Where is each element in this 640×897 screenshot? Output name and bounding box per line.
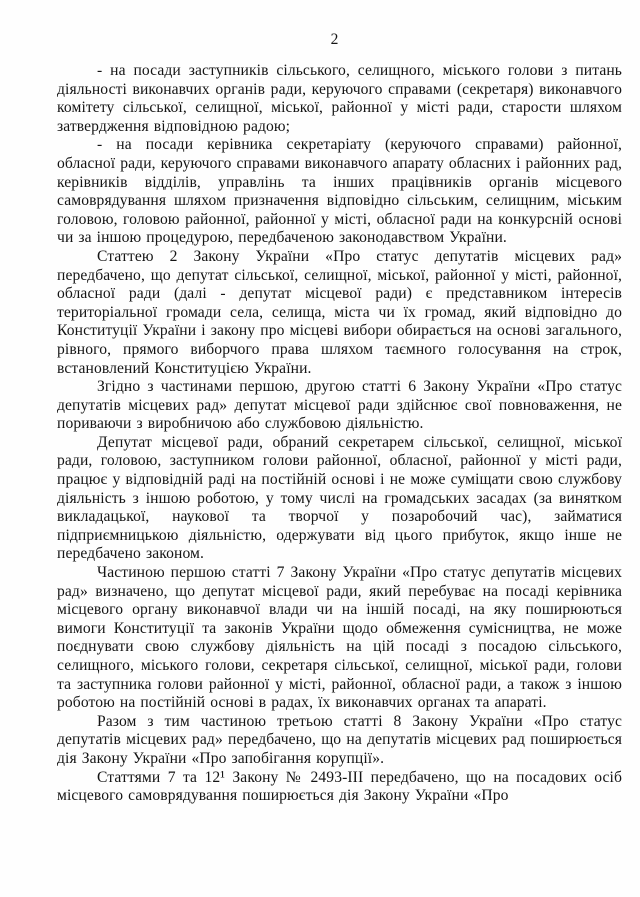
paragraph-secretariat-head-positions: - на посади керівника секретаріату (керуючого справами) районної, обласної ради, керуючого справами виконавчого апарату обласних і районних рад, керівників відділів, управлінь та інших працівників органів місцевого самоврядування шляхом призначення відповідно сільським, селищним, міським головою, головою районної, районної у місті, обласної ради на конкурсній основі чи за іншою процедурою, передбаченою законодавством України.: [57, 136, 622, 247]
paragraph-article-8-corruption-law: Разом з тим частиною третьою статті 8 Закону України «Про статус депутатів місцевих рад» передбачено, що на депутатів місцевих рад поширюється дія Закону України «Про запобігання корупції».: [57, 712, 622, 767]
document-body: [57, 62, 622, 806]
paragraph-articles-7-12-law-2493: Статтями 7 та 12¹ Закону № 2493-III передбачено, що на посадових осіб місцевого самоврядування поширюється дія Закону України «Про: [57, 768, 622, 805]
paragraph-deputy-elected-secretary: Депутат місцевої ради, обраний секретарем сільської, селищної, міської ради, головою, заступником голови районної, обласної, районної у місті ради, працює у відповідній раді на постійній основі і не може суміщати свою службову діяльність з іншою роботою, у тому числі на громадських засадах (за винятком викладацької, наукової та творчої у позаробочий час), займатися підприємницькою діяльністю, одержувати від цього прибуток, якщо інше не передбачено законом.: [57, 433, 622, 563]
paragraph-article-7-restrictions: Частиною першою статті 7 Закону України «Про статус депутатів місцевих рад» визначено, що депутат місцевої ради, який перебуває на посаді керівника місцевого органу виконавчої влади чи на іншій посаді, на яку поширюються вимоги Конституції та законів України щодо обмеження сумісництва, не може поєднувати свою службову діяльність на цій посаді з посадою сільського, селищного, міського голови, секретаря сільської, селищної, міської ради, голови та заступника голови районної у місті, районної, обласної ради, а також з іншою роботою на постійній основі в радах, їх виконавчих органах та апараті.: [57, 564, 622, 712]
page-number: 2: [330, 31, 339, 48]
paragraph-article-2-status-of-deputies: Статтею 2 Закону України «Про статус депутатів місцевих рад» передбачено, що депутат сільської, селищної, міської, районної у місті, районної, обласної ради (далі - депутат місцевої ради) є представником інтересів територіальної громади села, селища, міста чи їх громад, який відповідно до Конституції України і закону про місцеві вибори обирається на основі загального, рівного, прямого виборчого права шляхом таємного голосування на строк, встановлений Конституцією України.: [57, 247, 622, 377]
paragraph-article-6-powers: Згідно з частинами першою, другою статті 6 Закону України «Про статус депутатів місцевих рад» депутат місцевої ради здійснює свої повноваження, не пориваючи з виробничою або службовою діяльністю.: [57, 378, 622, 433]
paragraph-deputy-mayor-positions: - на посади заступників сільського, селищного, міського голови з питань діяльності виконавчих органів ради, керуючого справами (секретаря) виконавчого комітету сільської, селищної, міської, районної у місті ради, старости шляхом затвердження відповідною радою;: [57, 62, 622, 135]
